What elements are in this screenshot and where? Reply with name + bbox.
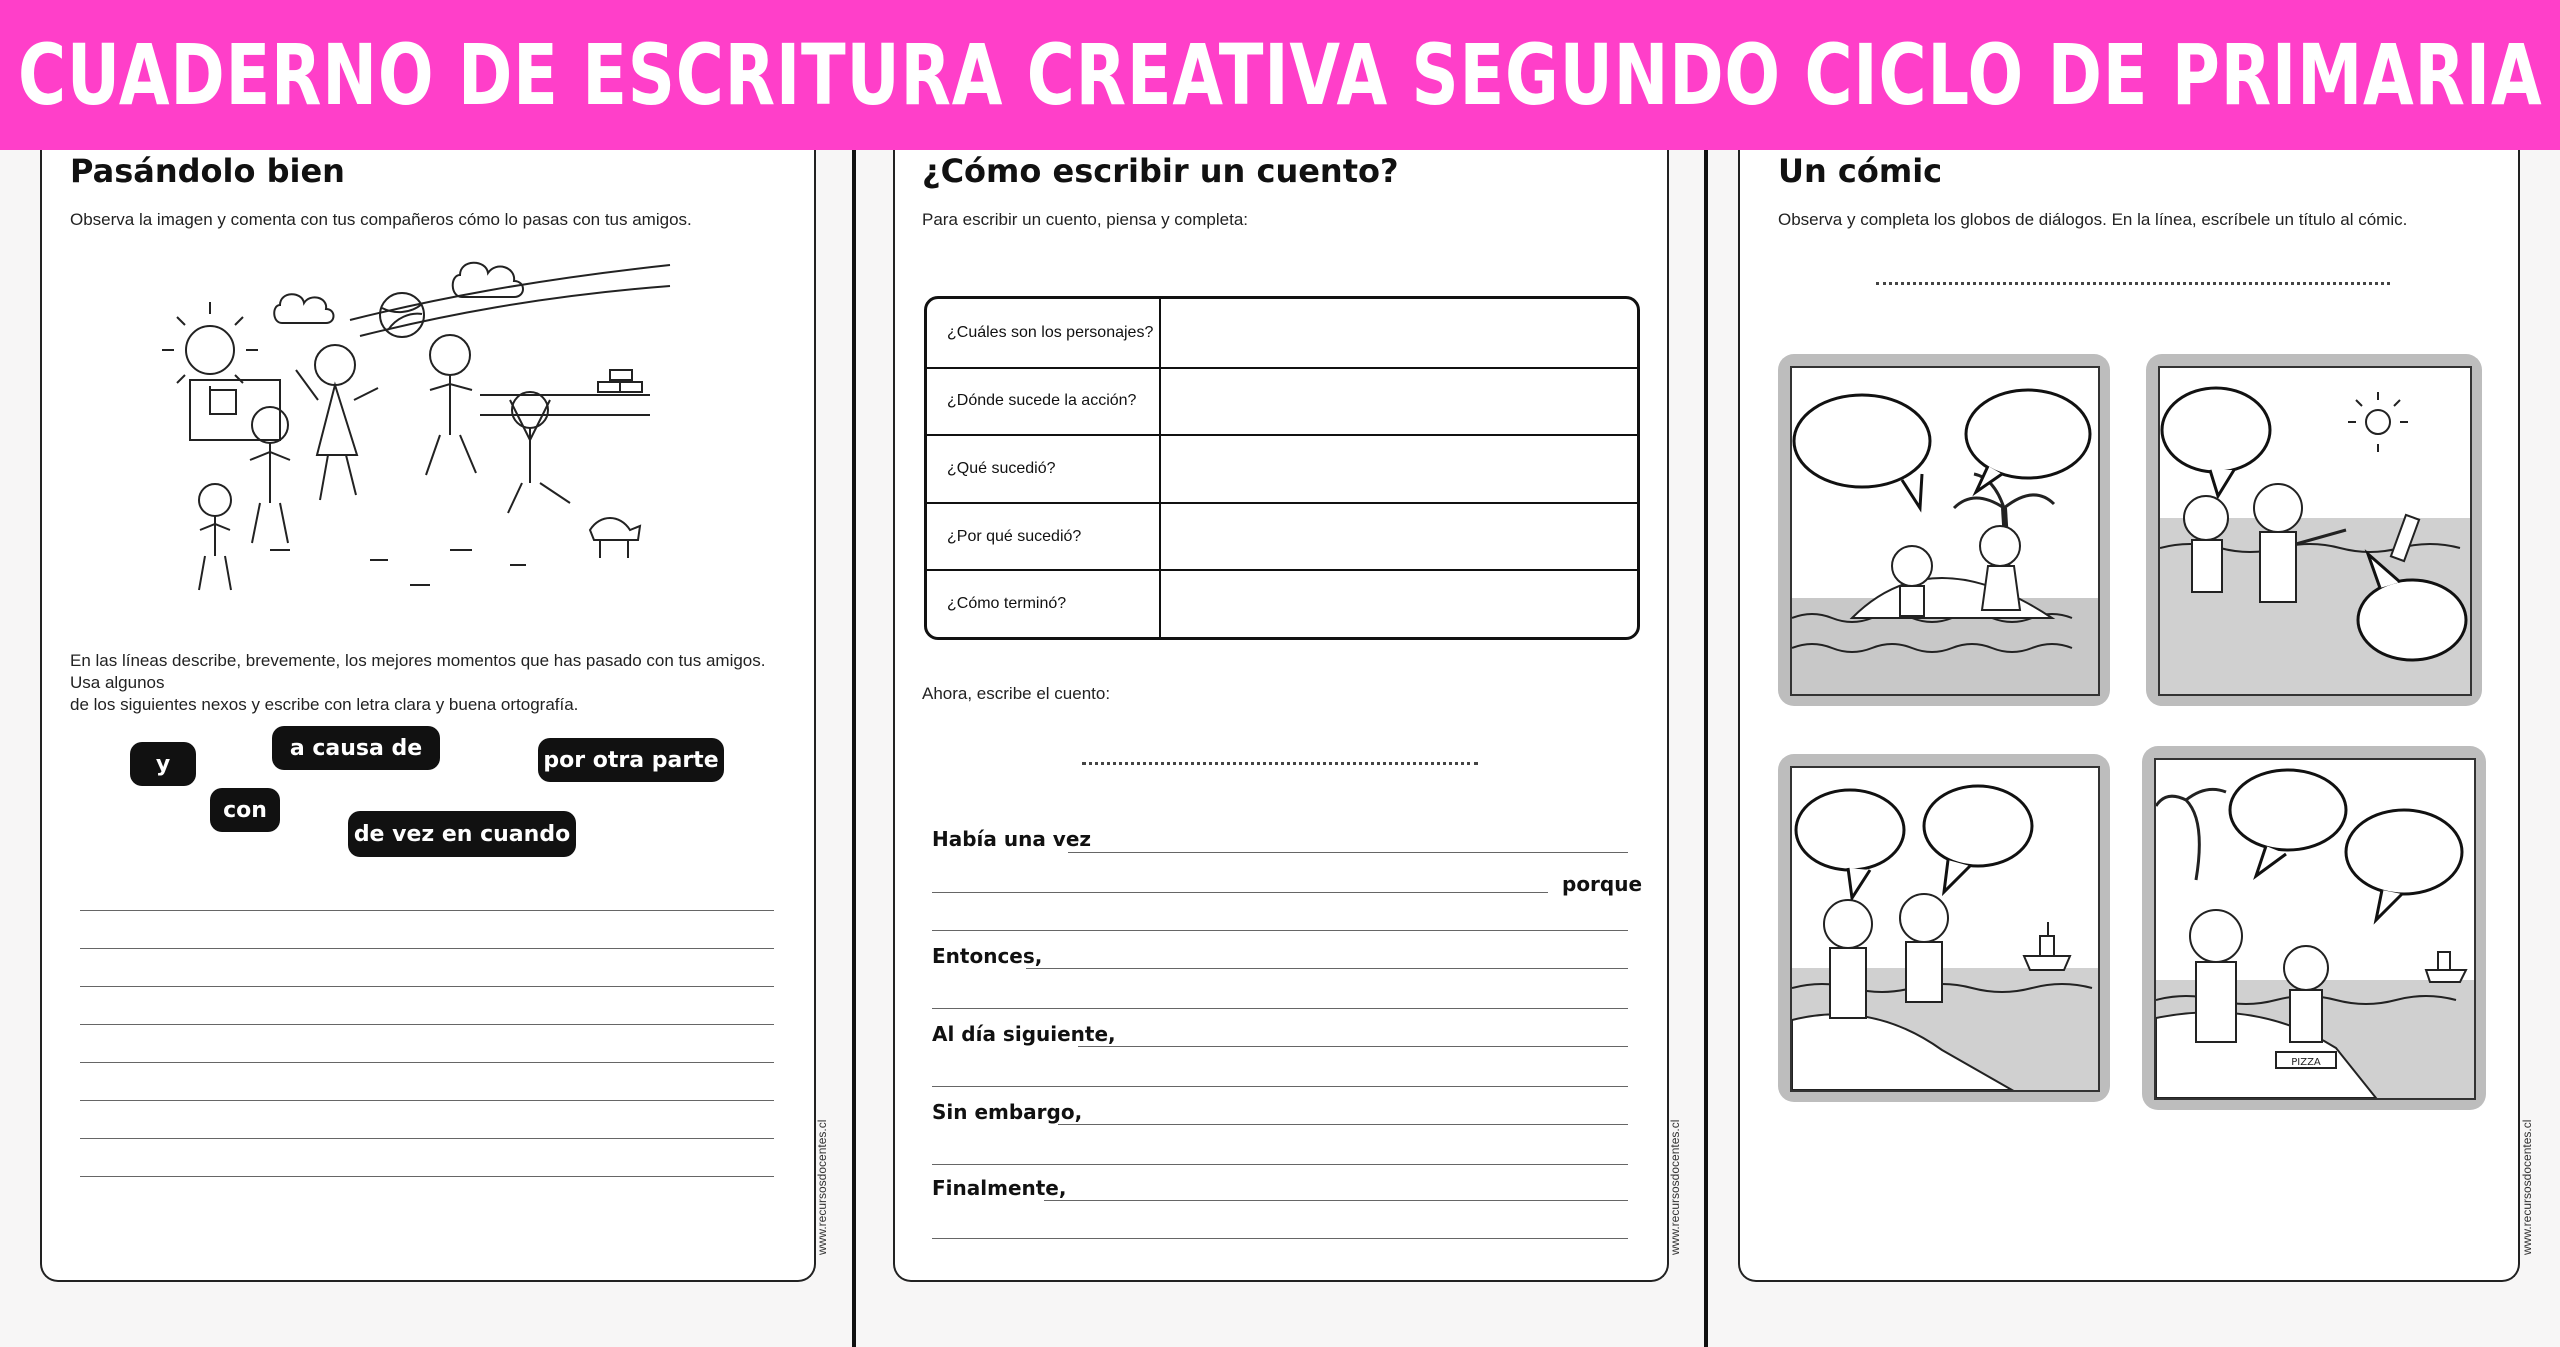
writing-line[interactable] bbox=[80, 948, 774, 949]
writing-line[interactable] bbox=[80, 1138, 774, 1139]
sun-icon bbox=[2366, 410, 2390, 434]
writing-line[interactable] bbox=[932, 1164, 1628, 1165]
page-1-instruction: Observa la imagen y comenta con tus compañeros cómo lo pasas con tus amigos. bbox=[70, 210, 692, 229]
starter-sin-embargo: Sin embargo, bbox=[932, 1100, 1083, 1124]
writing-line[interactable] bbox=[932, 1238, 1628, 1239]
writing-line[interactable] bbox=[1068, 852, 1628, 853]
speech-bubble bbox=[1924, 786, 2032, 866]
writing-line[interactable] bbox=[932, 1086, 1628, 1087]
story-question: ¿Cómo terminó? bbox=[947, 595, 1067, 613]
connector-chip-por-otra-parte: por otra parte bbox=[538, 738, 724, 782]
story-planning-table bbox=[924, 296, 1640, 640]
speech-bubble bbox=[1796, 790, 1904, 870]
page-1-title: Pasándolo bien bbox=[70, 152, 345, 190]
story-table-row[interactable] bbox=[927, 299, 1637, 367]
comic-panel-1 bbox=[1790, 366, 2100, 696]
page-3-credit: www.recursosdocentes.cl bbox=[2520, 1119, 2534, 1255]
story-table-row[interactable] bbox=[927, 569, 1637, 637]
comic-panel-2 bbox=[2158, 366, 2472, 696]
ship-icon bbox=[2024, 956, 2070, 970]
page-separator bbox=[1704, 150, 1708, 1347]
comic-panel-4-illustration bbox=[2156, 760, 2474, 1098]
comic-panel-2-illustration bbox=[2160, 368, 2470, 694]
palm-tree-icon bbox=[2156, 789, 2226, 880]
speech-bubble bbox=[2230, 770, 2346, 850]
story-question: ¿Cuáles son los personajes? bbox=[947, 323, 1154, 341]
speech-bubble bbox=[2346, 810, 2462, 894]
page-2-instruction: Para escribir un cuento, piensa y completa: bbox=[922, 210, 1249, 229]
writing-line[interactable] bbox=[1078, 1046, 1628, 1047]
connector-chip-a-causa-de: a causa de bbox=[272, 726, 440, 770]
ship-icon bbox=[2426, 970, 2466, 982]
starter-finalmente: Finalmente, bbox=[932, 1176, 1067, 1200]
connector-chip-de-vez-en-cuando: de vez en cuando bbox=[348, 811, 576, 857]
writing-line[interactable] bbox=[1044, 1200, 1628, 1201]
writing-line[interactable] bbox=[1026, 968, 1628, 969]
table-divider bbox=[1159, 504, 1161, 570]
page-1-paragraph bbox=[70, 650, 790, 716]
writing-line[interactable] bbox=[80, 986, 774, 987]
speech-bubble bbox=[1794, 395, 1930, 487]
story-question: ¿Qué sucedió? bbox=[947, 459, 1056, 477]
table-divider bbox=[1159, 571, 1161, 637]
title-banner bbox=[0, 0, 2560, 150]
sun-icon bbox=[186, 326, 234, 374]
comic-panel-3-illustration bbox=[1792, 768, 2098, 1090]
story-table-row[interactable] bbox=[927, 367, 1637, 435]
comic-panel-1-illustration bbox=[1792, 368, 2098, 694]
starter-porque: porque bbox=[1562, 872, 1643, 896]
page-3-panel bbox=[1738, 150, 2520, 1282]
banner-title: CUADERNO DE ESCRITURA CREATIVA SEGUNDO CICLO DE PRIMARIA bbox=[17, 26, 2543, 124]
comic-title-line[interactable] bbox=[1876, 282, 2390, 285]
page-separator bbox=[852, 150, 856, 1347]
starter-entonces: Entonces, bbox=[932, 944, 1043, 968]
writing-line[interactable] bbox=[80, 910, 774, 911]
speech-bubble bbox=[1966, 390, 2090, 478]
story-question: ¿Por qué sucedió? bbox=[947, 527, 1082, 545]
story-title-line[interactable] bbox=[1082, 762, 1478, 765]
page-1-credit: www.recursosdocentes.cl bbox=[815, 1119, 829, 1255]
starter-habia-una-vez: Había una vez bbox=[932, 827, 1092, 851]
connector-chip-y: y bbox=[130, 742, 196, 786]
pizza-box-label: PIZZA bbox=[2291, 1057, 2321, 1068]
page-1-paragraph-line: En las líneas describe, brevemente, los mejores momentos que has pasado con tus amigos. Usa algunos bbox=[70, 651, 766, 692]
story-table-row[interactable] bbox=[927, 502, 1637, 570]
page-2-credit: www.recursosdocentes.cl bbox=[1668, 1119, 1682, 1255]
comic-panel-4 bbox=[2154, 758, 2476, 1100]
children-playing-illustration bbox=[150, 250, 680, 600]
table-divider bbox=[1159, 369, 1161, 435]
connector-chip-con: con bbox=[210, 788, 280, 832]
page-2-title: ¿Cómo escribir un cuento? bbox=[922, 152, 1399, 190]
comic-panel-3 bbox=[1790, 766, 2100, 1092]
table-divider bbox=[1159, 436, 1161, 502]
story-question: ¿Dónde sucede la acción? bbox=[947, 392, 1137, 410]
page-1-paragraph-line: de los siguientes nexos y escribe con letra clara y buena ortografía. bbox=[70, 695, 579, 714]
writing-line[interactable] bbox=[80, 1024, 774, 1025]
speech-bubble bbox=[2162, 388, 2270, 472]
writing-line[interactable] bbox=[932, 1008, 1628, 1009]
writing-line[interactable] bbox=[80, 1100, 774, 1101]
table-divider bbox=[1159, 299, 1161, 367]
page-2-write-prompt: Ahora, escribe el cuento: bbox=[922, 684, 1111, 703]
writing-line[interactable] bbox=[932, 930, 1628, 931]
writing-line[interactable] bbox=[932, 892, 1548, 893]
writing-line[interactable] bbox=[80, 1176, 774, 1177]
writing-line[interactable] bbox=[80, 1062, 774, 1063]
story-table-row[interactable] bbox=[927, 434, 1637, 502]
speech-bubble bbox=[2358, 580, 2466, 660]
page-3-instruction: Observa y completa los globos de diálogos. En la línea, escríbele un título al cómic. bbox=[1778, 210, 2408, 229]
starter-al-dia-siguiente: Al día siguiente, bbox=[932, 1022, 1116, 1046]
page-3-title: Un cómic bbox=[1778, 152, 1943, 190]
writing-line[interactable] bbox=[1058, 1124, 1628, 1125]
